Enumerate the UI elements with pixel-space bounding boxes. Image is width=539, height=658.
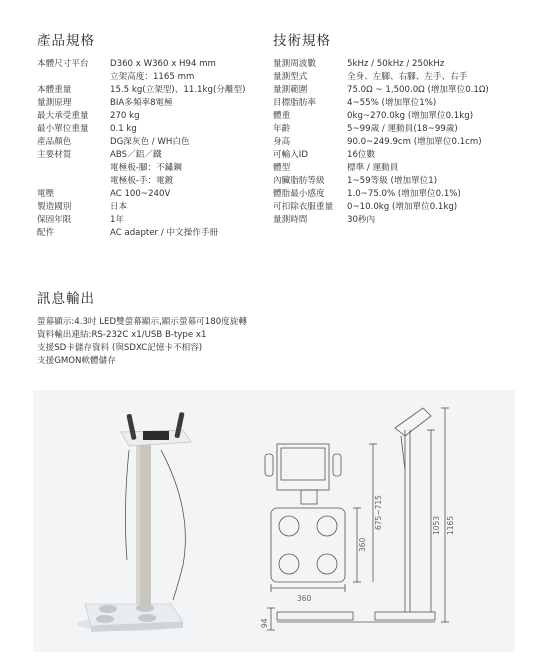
output-line: 螢幕顯示:4.3吋 LED雙螢幕顯示,顯示螢幕可180度旋轉 [37, 317, 247, 327]
spec-label: 本體重量 [37, 85, 72, 95]
spec-label: 目標脂肪率 [273, 98, 316, 108]
spec-row [273, 201, 523, 214]
spec-value: BIA多頻率8電極 [110, 98, 173, 108]
spec-row [37, 227, 265, 240]
spec-label: 體型 [273, 163, 291, 173]
spec-label: 體脂最小感度 [273, 189, 325, 199]
spec-value: 1.0~75.0% (增加單位0.1%) [347, 189, 461, 199]
spec-row [37, 201, 265, 214]
spec-row [37, 188, 265, 201]
spec-value: 0~10.0kg (增加單位0.1kg) [347, 202, 458, 212]
spec-label: 保固年限 [37, 215, 72, 225]
spec-value: 電極板-手：電鍍 [110, 176, 174, 186]
dim-platform-depth: 360 [358, 537, 367, 552]
spec-label [37, 175, 110, 188]
dim-arm-range: 675~715 [374, 495, 383, 530]
spec-value: DG深灰色 / WH白色 [110, 137, 190, 147]
spec-row [273, 71, 523, 84]
output-line: 支援SD卡儲存資料 (與SDXC記憶卡不相容) [37, 343, 203, 353]
product-drawings [33, 390, 515, 652]
dim-total-height: 1165 [446, 515, 455, 535]
spec-label: 年齡 [273, 124, 291, 134]
spec-value: 全身、左腳、右腳、左手、右手 [347, 72, 468, 82]
spec-label: 產品顏色 [37, 137, 72, 147]
product-specs-title: 產品規格 [37, 33, 95, 49]
spec-label: 身高 [273, 137, 291, 147]
spec-label: 最大承受重量 [37, 111, 89, 121]
spec-value: 4~55% (增加單位1%) [347, 98, 437, 108]
spec-row [273, 97, 523, 110]
spec-value: 90.0~249.9cm (增加單位0.1cm) [347, 137, 482, 147]
spec-row [37, 97, 265, 110]
spec-label: 量測周波數 [273, 59, 316, 69]
spec-row [37, 214, 265, 227]
spec-label: 體重 [273, 111, 291, 121]
tech-specs-table [273, 58, 523, 227]
spec-label: 量測時間 [273, 215, 308, 225]
spec-value: AC 100~240V [110, 189, 171, 199]
spec-value: 標準 / 運動員 [347, 163, 399, 173]
spec-value: D360 x W360 x H94 mm [110, 59, 216, 69]
spec-label: 量測型式 [273, 72, 308, 82]
spec-value: 電極板-腳：不鏽鋼 [110, 163, 182, 173]
product-image-panel [33, 390, 515, 652]
technical-drawing [265, 408, 449, 630]
data-output-title: 訊息輸出 [37, 291, 95, 307]
spec-label [37, 71, 110, 84]
spec-value: 0.1 kg [110, 124, 137, 134]
tech-specs-title: 技術規格 [273, 33, 331, 49]
spec-label: 配件 [37, 228, 55, 238]
spec-label: 製造國別 [37, 202, 72, 212]
spec-row [273, 214, 523, 227]
spec-value: 75.0Ω ~ 1,500.0Ω (增加單位0.1Ω) [347, 85, 489, 95]
spec-value: ABS／鋁／鐵 [110, 150, 162, 160]
spec-row [273, 175, 523, 188]
spec-value: 5kHz / 50kHz / 250kHz [347, 59, 445, 69]
spec-value: 30秒內 [347, 215, 376, 225]
spec-value: 16位數 [347, 150, 376, 160]
spec-label [37, 162, 110, 175]
spec-row [37, 162, 265, 175]
spec-value: 0kg~270.0kg (增加單位0.1kg) [347, 111, 474, 121]
spec-row [37, 110, 265, 123]
spec-row [273, 162, 523, 175]
spec-row [37, 58, 265, 71]
data-output-list [37, 316, 247, 368]
spec-row [273, 58, 523, 71]
product-specs-table [37, 58, 265, 240]
spec-row [37, 136, 265, 149]
spec-value: 日本 [110, 202, 128, 212]
dim-platform-width: 360 [297, 594, 312, 603]
scale-photo [77, 412, 191, 632]
spec-row [273, 149, 523, 162]
spec-row [37, 123, 265, 136]
spec-value: 立架高度：1165 mm [110, 72, 195, 82]
spec-row [37, 84, 265, 97]
spec-row [273, 136, 523, 149]
spec-label: 內臟脂肪等級 [273, 176, 325, 186]
spec-label: 主要材質 [37, 150, 72, 160]
spec-label: 可扣除衣服重量 [273, 202, 334, 212]
spec-row [273, 123, 523, 136]
spec-row [37, 149, 265, 162]
output-line: 支援GMON軟體儲存 [37, 356, 116, 366]
spec-value: 5~99歲 / 運動員(18~99歲) [347, 124, 458, 134]
spec-value: 1~59等級 (增加單位1) [347, 176, 438, 186]
output-line: 資料輸出連結:RS-232C x1/USB B-type x1 [37, 330, 207, 340]
spec-label: 電壓 [37, 189, 55, 199]
spec-value: 15.5 kg(立架型)、11.1kg(分離型) [110, 85, 246, 95]
dim-platform-height: 94 [260, 618, 269, 628]
spec-row [37, 71, 265, 84]
dim-column-height: 1053 [432, 515, 441, 535]
spec-label: 最小單位重量 [37, 124, 89, 134]
spec-label: 量測原理 [37, 98, 72, 108]
spec-value: 270 kg [110, 111, 140, 121]
spec-value: 1年 [110, 215, 125, 225]
spec-row [273, 110, 523, 123]
spec-row [273, 84, 523, 97]
spec-row [37, 175, 265, 188]
spec-label: 量測範圍 [273, 85, 308, 95]
spec-label: 可輸入ID [273, 150, 308, 160]
spec-label: 本體尺寸平台 [37, 59, 89, 69]
spec-value: AC adapter / 中文操作手冊 [110, 228, 219, 238]
spec-row [273, 188, 523, 201]
